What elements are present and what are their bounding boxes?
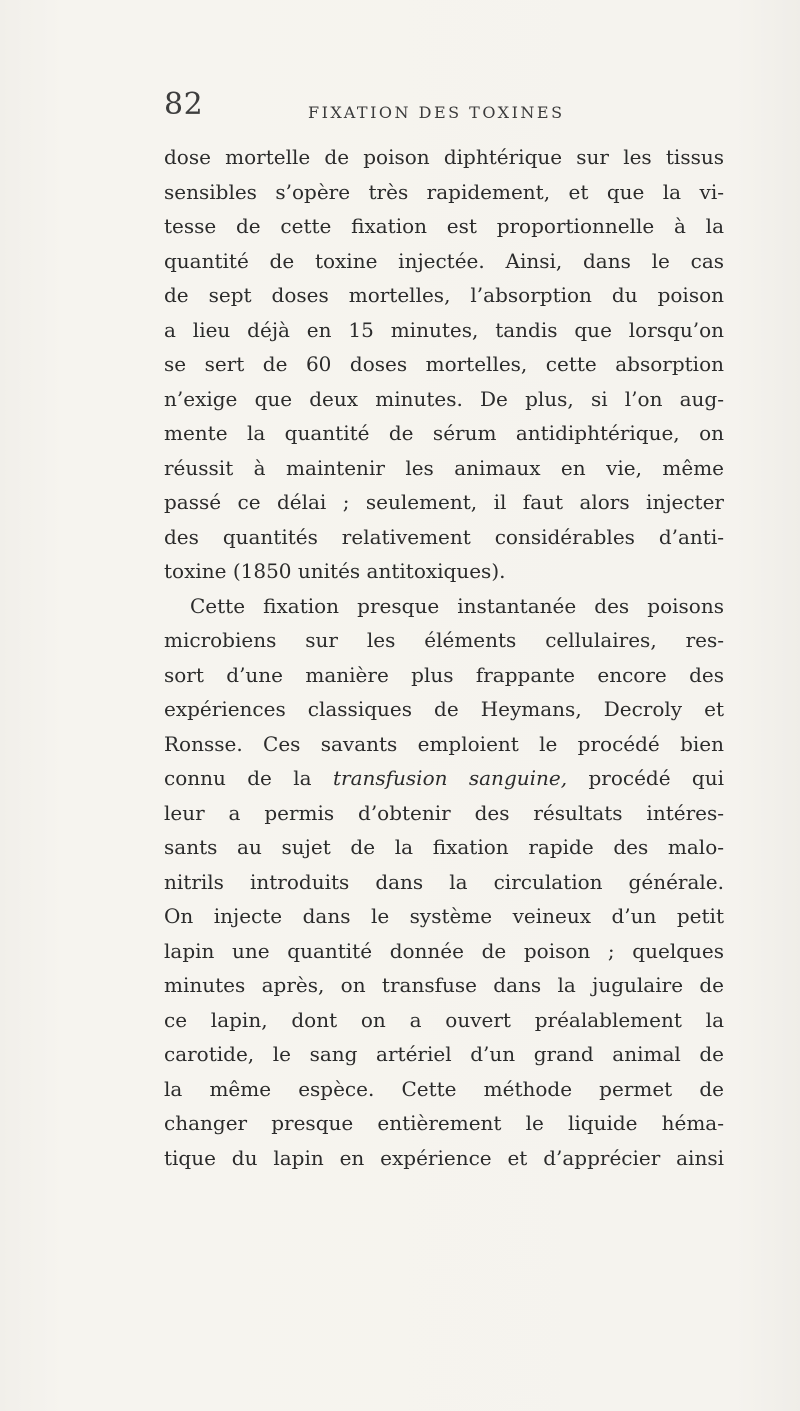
paragraph-start-line: Cette fixation presque instantanée des poisons (190, 593, 724, 618)
text-line: nitrils introduits dans la circulation générale. (164, 869, 724, 894)
text-line: quantité de toxine injectée. Ainsi, dans le cas (164, 248, 724, 273)
line-segment: procédé qui (567, 766, 724, 790)
body-text (164, 140, 724, 1175)
line-segment: connu de la (164, 766, 333, 790)
text-line: réussit à maintenir les animaux en vie, même (164, 455, 724, 480)
text-line: la même espèce. Cette méthode permet de (164, 1076, 724, 1101)
text-line-with-italic (164, 761, 724, 796)
text-line: carotide, le sang artériel d’un grand animal de (164, 1042, 724, 1066)
text-line: On injecte dans le système veineux d’un petit (164, 904, 724, 928)
text-line: lapin une quantité donnée de poison ; quelques (164, 938, 724, 963)
text-line: sants au sujet de la fixation rapide des malo- (164, 835, 724, 859)
text-line: sensibles s’opère très rapidement, et que la vi- (164, 179, 724, 204)
text-line: n’exige que deux minutes. De plus, si l’on aug- (164, 386, 724, 411)
text-line: passé ce délai ; seulement, il faut alors injecter (164, 490, 724, 514)
paragraph-end-line: toxine (1850 unités antitoxiques). (164, 559, 506, 583)
page-number: 82 (164, 87, 204, 122)
text-line: leur a permis d’obtenir des résultats intéres- (164, 800, 724, 825)
text-line: minutes après, on transfuse dans la jugulaire de (164, 973, 724, 997)
text-line: dose mortelle de poison diphtérique sur les tissus (164, 145, 724, 169)
text-line: sort d’une manière plus frappante encore des (164, 662, 724, 687)
text-line: tesse de cette fixation est proportionnelle à la (164, 214, 724, 238)
text-line: Ronsse. Ces savants emploient le procédé bien (164, 731, 724, 756)
text-line: a lieu déjà en 15 minutes, tandis que lorsqu’on (164, 317, 724, 342)
text-line: mente la quantité de sérum antidiphtérique, on (164, 421, 724, 445)
page-header (164, 87, 724, 130)
running-title: FIXATION DES TOXINES (308, 103, 565, 122)
text-line: tique du lapin en expérience et d’apprécier ainsi (164, 1145, 724, 1170)
text-line: microbiens sur les éléments cellulaires, res- (164, 628, 724, 652)
text-line: expériences classiques de Heymans, Decroly et (164, 697, 724, 721)
text-line: des quantités relativement considérables d’anti- (164, 524, 724, 549)
italic-term: transfusion sanguine, (332, 766, 568, 790)
text-line: ce lapin, dont on a ouvert préalablement la (164, 1007, 724, 1032)
text-line: se sert de 60 doses mortelles, cette absorption (164, 352, 724, 376)
text-line: de sept doses mortelles, l’absorption du poison (164, 283, 724, 307)
text-line: changer presque entièrement le liquide héma- (164, 1111, 724, 1135)
